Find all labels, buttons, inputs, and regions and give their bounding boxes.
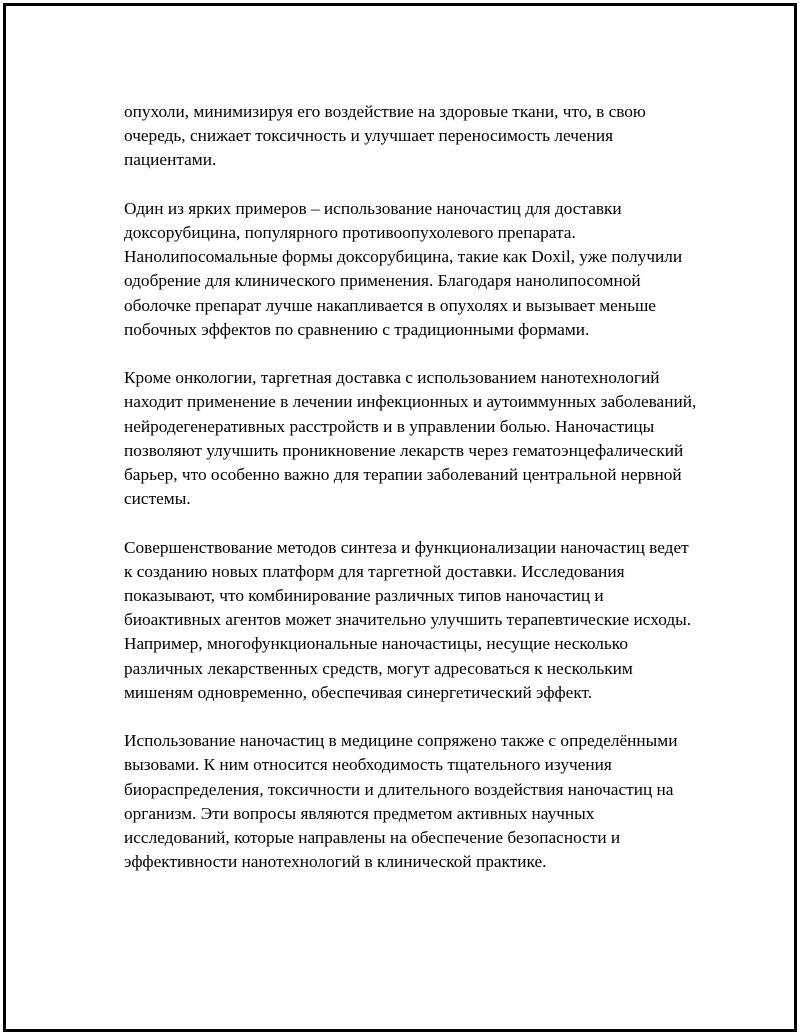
paragraph-1: опухоли, минимизируя его воздействие на здоровые ткани, что, в свою очередь, снижает токсичность и улучшает переносимость лечения пациентами.: [124, 102, 646, 170]
page-border: [3, 3, 797, 1032]
document-body: [124, 100, 699, 899]
paragraph-4: Совершенствование методов синтеза и функционализации наночастиц ведет к созданию новых платформ для таргетной доставки. Исследования показывают, что комбинирование различных типов наночастиц и биоактивных агентов может значительно улучшить терапевтические исходы. Например, многофункциональные наночастицы, несущие несколько различных лекарственных средств, могут адресоваться к нескольким мишеням одновременно, обеспечивая синергетический эффект.: [124, 537, 692, 702]
paragraph-5: Использование наночастиц в медицине сопряжено также с определёнными вызовами. К ним относится необходимость тщательного изучения биораспределения, токсичности и длительного воздействия наночастиц на организм. Эти вопросы являются предметом активных научных исследований, которые направлены на обеспечение безопасности и эффективности нанотехнологий в клинической практике.: [124, 731, 678, 872]
paragraph-2: Один из ярких примеров – использование наночастиц для доставки доксорубицина, популярного противоопухолевого препарата. Нанолипосомальные формы доксорубицина, такие как Doxil, уже получили одобрение для клинического применения. Благодаря нанолипосомной оболочке препарат лучше накапливается в опухолях и вызывает меньше побочных эффектов по сравнению с традиционными формами.: [124, 198, 683, 339]
paragraph-3: Кроме онкологии, таргетная доставка с использованием нанотехнологий находит применение в лечении инфекционных и аутоиммунных заболеваний, нейродегенеративных расстройств и в управлении болью. Наночастицы позволяют улучшить проникновение лекарств через гематоэнцефалический барьер, что особенно важно для терапии заболеваний центральной нервной системы.: [124, 368, 697, 509]
